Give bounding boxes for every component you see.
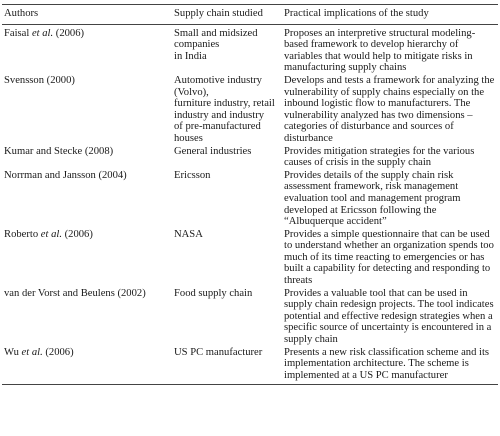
author-cell: van der Vorst and Beulens (2002) [4,287,146,299]
table-body [2,24,498,385]
author-cell: Svensson (2000) [4,74,75,86]
supply-chain-cell: Small and midsized companies in India [174,27,258,62]
implications-cell: Provides a valuable tool that can be used in supply chain redesign projects. The tool indicates potential and effective redesign strategies when a specific source of uncertainty is encountered in a supply chain [284,287,494,346]
table-row [2,146,498,170]
supply-chain-cell: US PC manufacturer [174,346,263,358]
author-cell: Faisal et al. (2006) [4,27,85,39]
table-row [2,170,498,229]
implications-cell: Proposes an interpretive structural modeling-based framework to develop hierarchy of variables that would help to mitigate risks in manufacturing supply chains [284,27,476,74]
author-cell: Roberto et al. (2006) [4,228,93,240]
author-cell: Norrman and Jansson (2004) [4,169,127,181]
header-authors: Authors [4,8,39,19]
author-cell: Kumar and Stecke (2008) [4,145,114,157]
implications-cell: Provides details of the supply chain risk assessment framework, risk management evaluation tool and management program developed at Ericsson following the “Albuquerque accident” [284,169,461,228]
header-row [2,5,498,25]
supply-chain-cell: NASA [174,228,203,240]
header-implications: Practical implications of the study [284,8,429,19]
table-row [2,75,498,146]
table-row [2,288,498,347]
table-row [2,347,498,385]
document-page [2,4,498,385]
table-row [2,229,498,288]
implications-cell: Provides mitigation strategies for the various causes of crisis in the supply chain [284,145,475,169]
implications-cell: Provides a simple questionnaire that can be used to understand whether an organization spends too much of its time reacting to emergencies or has built a capability for detecting and responding to threats [284,228,494,287]
author-cell: Wu et al. (2006) [4,346,74,358]
supply-chain-cell: General industries [174,145,252,157]
supply-chain-cell: Food supply chain [174,287,253,299]
implications-cell: Develops and tests a framework for analyzing the vulnerability of supply chains especially on the inbound logistic flow to manufacturers. The vulnerability analyzed has two dimensions – categories of disturbance and sources of disturbance [284,74,495,144]
supply-chain-cell: Automotive industry (Volvo), furniture industry, retail industry and industry of pre-manufactured houses [174,74,275,144]
header-supply-chain: Supply chain studied [174,8,263,19]
table-header [2,5,498,25]
table-row [2,24,498,75]
literature-table [2,4,498,385]
supply-chain-cell: Ericsson [174,169,211,181]
implications-cell: Presents a new risk classification scheme and its implementation architecture. The scheme is implemented at a US PC manufacturer [284,346,490,381]
